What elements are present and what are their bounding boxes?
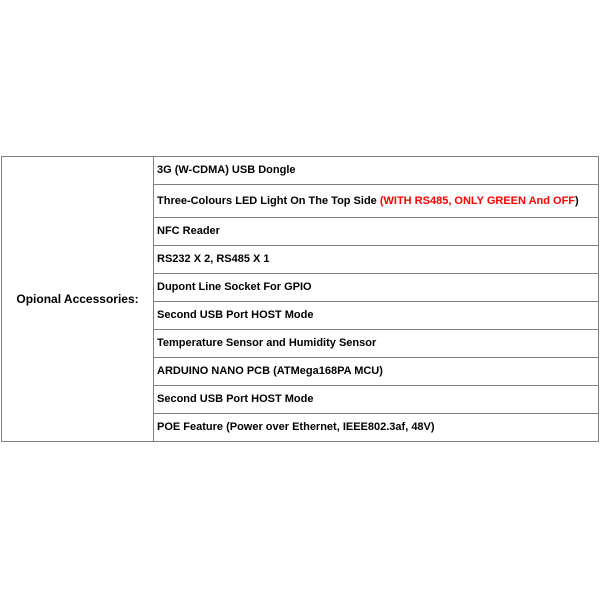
accessory-item-dupont-socket: Dupont Line Socket For GPIO [154, 274, 599, 302]
accessory-item-usb-host-2: Second USB Port HOST Mode [154, 386, 599, 414]
accessories-label: Opional Accessories: [2, 157, 154, 442]
accessory-item-led-light [154, 185, 599, 218]
accessory-item-3g-dongle: 3G (W-CDMA) USB Dongle [154, 157, 599, 185]
accessories-table [1, 156, 599, 442]
accessory-item-temp-humidity-sensor: Temperature Sensor and Humidity Sensor [154, 330, 599, 358]
led-item-text: Three-Colours LED Light On The Top Side [157, 194, 380, 207]
led-item-suffix: ) [575, 194, 579, 207]
led-item-highlight: (WITH RS485, ONLY GREEN And OFF [379, 194, 576, 207]
accessory-item-arduino-nano: ARDUINO NANO PCB (ATMega168PA MCU) [154, 358, 599, 386]
table-row [2, 157, 599, 185]
accessory-item-poe: POE Feature (Power over Ethernet, IEEE802.3af, 48V) [154, 414, 599, 442]
accessory-item-usb-host: Second USB Port HOST Mode [154, 302, 599, 330]
accessory-item-nfc-reader: NFC Reader [154, 218, 599, 246]
accessory-item-serial-ports: RS232 X 2, RS485 X 1 [154, 246, 599, 274]
